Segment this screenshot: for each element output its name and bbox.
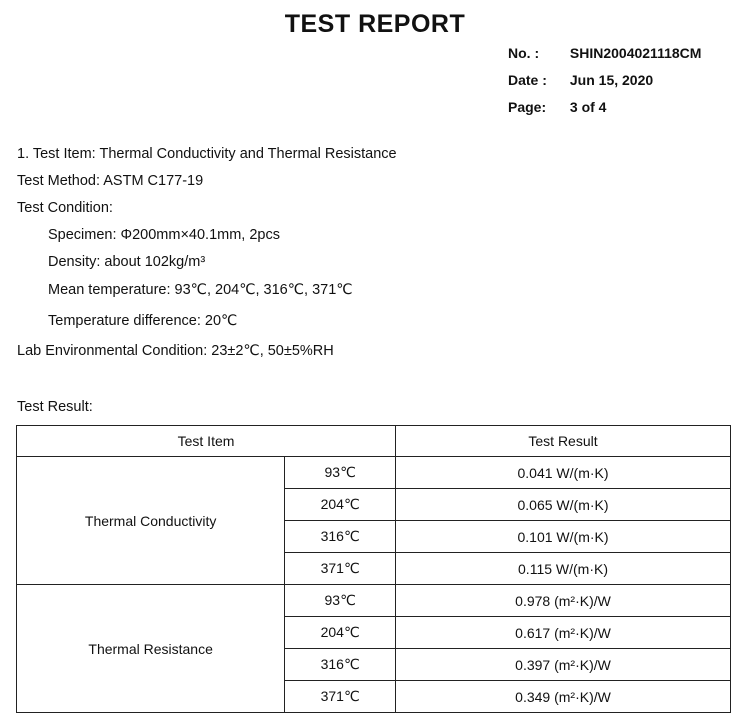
result-cell: 0.349 (m²·K)/W [396, 681, 731, 713]
lab-condition-text: Lab Environmental Condition: 23±2℃, 50±5%RH [17, 343, 334, 359]
temp-cell: 316℃ [285, 521, 396, 553]
result-cell: 0.041 W/(m·K) [396, 457, 731, 489]
temp-cell: 371℃ [285, 553, 396, 585]
table-row [17, 585, 731, 617]
report-date [508, 72, 653, 88]
result-table [16, 425, 731, 713]
group-name-conductivity: Thermal Conductivity [17, 457, 285, 585]
temp-cell: 204℃ [285, 617, 396, 649]
temp-cell: 93℃ [285, 585, 396, 617]
report-number [508, 45, 701, 61]
report-number-value: SHIN2004021118CM [569, 45, 702, 61]
table-header-row [17, 426, 731, 457]
report-page-value: 3 of 4 [569, 99, 607, 115]
temp-cell: 93℃ [285, 457, 396, 489]
report-page [508, 99, 606, 115]
report-page-label: Page: [508, 99, 547, 115]
result-cell: 0.115 W/(m·K) [396, 553, 731, 585]
report-date-value: Jun 15, 2020 [569, 72, 654, 88]
temperature-difference-text: Temperature difference: 20℃ [48, 313, 238, 329]
test-item-heading: 1. Test Item: Thermal Conductivity and Thermal Resistance [17, 146, 397, 162]
report-number-label: No. : [508, 45, 540, 61]
header-test-item: Test Item [17, 426, 396, 457]
result-cell: 0.397 (m²·K)/W [396, 649, 731, 681]
density-text: Density: about 102kg/m³ [48, 254, 206, 270]
result-cell: 0.617 (m²·K)/W [396, 617, 731, 649]
result-cell: 0.101 W/(m·K) [396, 521, 731, 553]
mean-temperature-text: Mean temperature: 93℃, 204℃, 316℃, 371℃ [48, 282, 353, 298]
result-cell: 0.065 W/(m·K) [396, 489, 731, 521]
temp-cell: 371℃ [285, 681, 396, 713]
report-date-label: Date : [508, 72, 547, 88]
table-row [17, 457, 731, 489]
specimen-text: Specimen: Φ200mm×40.1mm, 2pcs [48, 227, 280, 243]
header-test-result: Test Result [396, 426, 731, 457]
result-cell: 0.978 (m²·K)/W [396, 585, 731, 617]
test-condition-label: Test Condition: [17, 200, 113, 216]
group-name-resistance: Thermal Resistance [17, 585, 285, 713]
test-result-label: Test Result: [17, 399, 93, 415]
test-method: Test Method: ASTM C177-19 [17, 173, 204, 189]
temp-cell: 316℃ [285, 649, 396, 681]
report-title: TEST REPORT [284, 10, 466, 38]
temp-cell: 204℃ [285, 489, 396, 521]
